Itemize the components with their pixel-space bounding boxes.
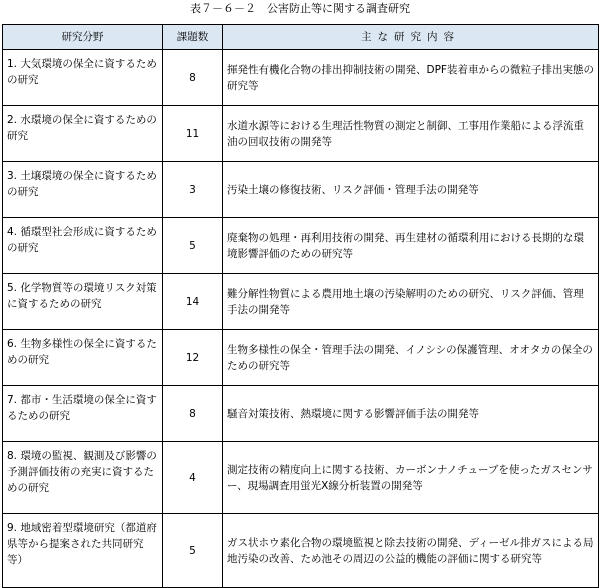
table-row [3,330,599,386]
research-field: 2. 水環境の保全に資するための研究 [3,106,163,162]
research-field: 8. 環境の監視、観測及び影響の予測評価技術の充実に資するための研究 [3,442,163,514]
table-row [3,442,599,514]
topic-count: 4 [163,442,223,514]
research-content: 揮発性有機化合物の排出抑制技術の開発、DPF装着車からの微粒子排出実態の研究等 [223,50,599,106]
research-content: 測定技術の精度向上に関する技術、カーボンナノチューブを使ったガスセンサー、現場調査用蛍光X線分析装置の開発等 [223,442,599,514]
header-content: 主な研究内容 [223,25,599,50]
topic-count: 5 [163,218,223,274]
table-row [3,386,599,442]
table-row [3,50,599,106]
research-field: 4. 循環型社会形成に資するための研究 [3,218,163,274]
research-content: ガス状ホウ素化合物の環境監視と除去技術の開発、ディーゼル排ガスによる局地汚染の改善、ため池その周辺の公益的機能の評価に関する研究等 [223,514,599,588]
research-content: 難分解性物質による農用地土壌の汚染解明のための研究、リスク評価、管理手法の開発等 [223,274,599,330]
topic-count: 5 [163,514,223,588]
research-content: 生物多様性の保全・管理手法の開発、イノシシの保護管理、オオタカの保全のための研究等 [223,330,599,386]
table-caption: 表７－６－２ 公害防止等に関する調査研究 [190,2,410,15]
topic-count: 3 [163,162,223,218]
header-count: 課題数 [163,25,223,50]
header-field: 研究分野 [3,25,163,50]
research-table [2,24,599,588]
research-content: 廃棄物の処理・再利用技術の開発、再生建材の循環利用における長期的な環境影響評価のための研究等 [223,218,599,274]
research-content: 汚染土壌の修復技術、リスク評価・管理手法の開発等 [223,162,599,218]
topic-count: 12 [163,330,223,386]
topic-count: 11 [163,106,223,162]
table-row [3,274,599,330]
research-field: 3. 土壌環境の保全に資するための研究 [3,162,163,218]
table-row [3,218,599,274]
table-row [3,514,599,588]
topic-count: 14 [163,274,223,330]
research-content: 水道水源等における生理活性物質の測定と制御、工事用作業船による浮流重油の回収技術の開発等 [223,106,599,162]
research-field: 6. 生物多様性の保全に資するための研究 [3,330,163,386]
research-field: 5. 化学物質等の環境リスク対策に資するための研究 [3,274,163,330]
table-row [3,162,599,218]
topic-count: 8 [163,386,223,442]
research-field: 9. 地域密着型環境研究（都道府県等から提案された共同研究等） [3,514,163,588]
research-field: 7. 都市・生活環境の保全に資するための研究 [3,386,163,442]
table-header-row [3,25,599,50]
research-content: 騒音対策技術、熱環境に関する影響評価手法の開発等 [223,386,599,442]
table-row [3,106,599,162]
research-field: 1. 大気環境の保全に資するための研究 [3,50,163,106]
topic-count: 8 [163,50,223,106]
